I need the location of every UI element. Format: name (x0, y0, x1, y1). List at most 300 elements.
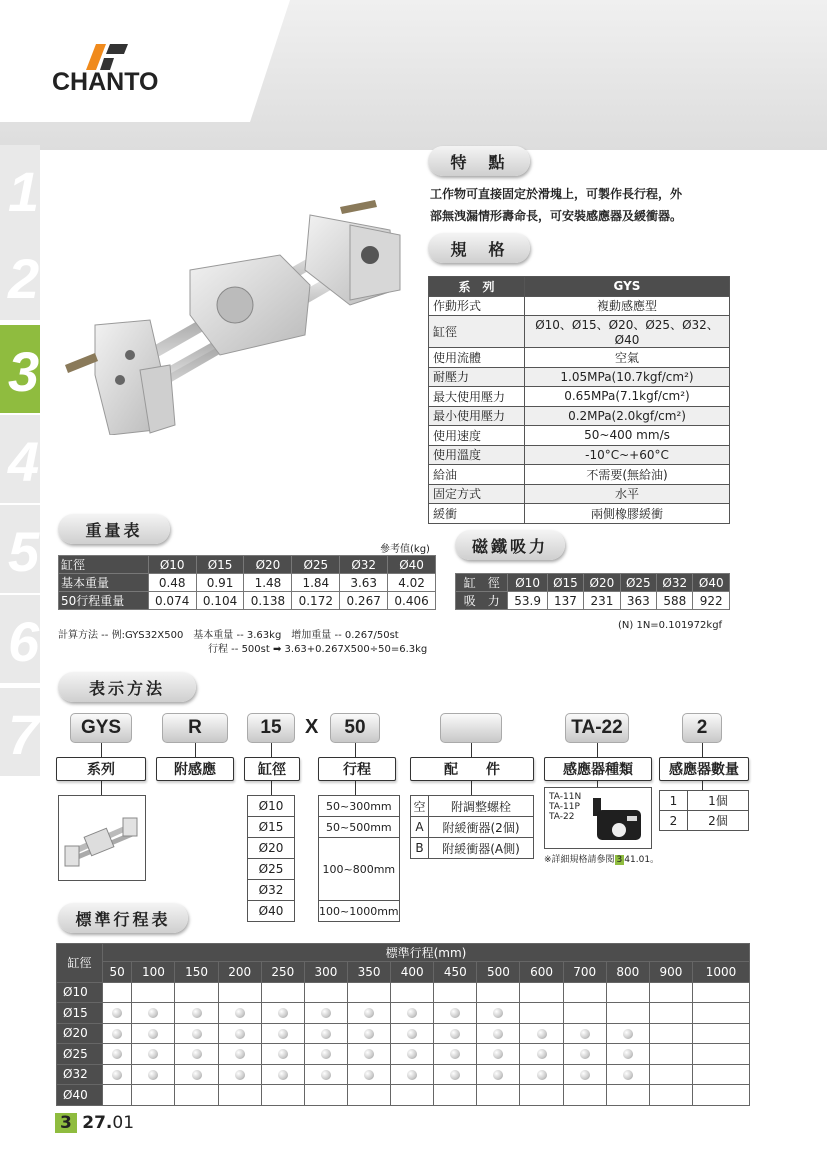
stroke-cell (477, 1044, 520, 1065)
stroke-cell (175, 1044, 218, 1065)
specs-row-value: Ø10、Ø15、Ø20、Ø25、Ø32、Ø40 (525, 316, 730, 348)
sensor-qty-row (660, 791, 749, 811)
stroke-cell (261, 1044, 304, 1065)
available-dot-icon (278, 1049, 288, 1059)
label-stroke: 行程 (318, 757, 396, 781)
code-separator: X (305, 716, 319, 738)
magnet-cell: 922 (693, 592, 730, 610)
stroke-header-cell: 600 (520, 962, 563, 983)
stroke-cell (132, 1044, 175, 1065)
code-bore: 15 (247, 713, 295, 743)
magnet-title: 磁鐵吸力 (455, 530, 565, 560)
specs-row (429, 348, 730, 368)
side-tab-6[interactable] (0, 595, 40, 683)
stroke-cell (520, 982, 563, 1003)
stroke-cell (175, 1023, 218, 1044)
stroke-header-cell: 1000 (692, 962, 749, 983)
side-tab-4[interactable] (0, 415, 40, 503)
features-title: 特 點 (428, 146, 530, 176)
stroke-cell (218, 1085, 261, 1106)
stroke-cell (606, 1003, 649, 1024)
weight-header-cell: Ø40 (388, 556, 436, 574)
bore-list-item: Ø25 (248, 859, 295, 880)
available-dot-icon (148, 1029, 158, 1039)
specs-row (429, 316, 730, 348)
specs-row (429, 426, 730, 446)
side-tab-number: 7 (8, 703, 40, 766)
stroke-list-row (319, 796, 400, 817)
stroke-header-cell: 150 (175, 962, 218, 983)
stroke-table-header-row (57, 962, 750, 983)
page-footer (55, 1113, 134, 1133)
specs-row-value: 空氣 (525, 348, 730, 368)
weight-header-cell: 缸徑 (59, 556, 149, 574)
stroke-header-cell: 250 (261, 962, 304, 983)
stroke-cell (391, 1085, 434, 1106)
weight-cell: 0.91 (196, 574, 244, 592)
specs-row-value: 不需要(無給油) (525, 465, 730, 485)
stroke-cell (132, 1085, 175, 1106)
connector-bore (271, 743, 272, 757)
magnet-cell: 53.9 (508, 592, 547, 610)
stroke-cell (261, 1003, 304, 1024)
available-dot-icon (623, 1049, 633, 1059)
stroke-table-caption-row (57, 944, 750, 962)
features-text (430, 183, 730, 227)
magnet-header-cell: Ø15 (547, 574, 583, 592)
stroke-row-bore: Ø10 (57, 982, 103, 1003)
stroke-table-title: 標準行程表 (58, 903, 188, 933)
stroke-cell (132, 1003, 175, 1024)
weight-header-cell: Ø15 (196, 556, 244, 574)
stroke-header-cell: 350 (347, 962, 390, 983)
stroke-cell (347, 982, 390, 1003)
stroke-cell (261, 1023, 304, 1044)
side-tab-2[interactable] (0, 232, 40, 320)
stroke-row (57, 1085, 750, 1106)
specs-row (429, 406, 730, 426)
weight-cell: 1.48 (244, 574, 292, 592)
accessory-desc: 附緩衝器(A側) (429, 838, 534, 859)
accessory-row (411, 796, 534, 817)
available-dot-icon (321, 1049, 331, 1059)
specs-row-label: 耐壓力 (429, 367, 525, 387)
stroke-cell (563, 1023, 606, 1044)
side-tab-number: 1 (8, 160, 40, 223)
stroke-cell (347, 1064, 390, 1085)
available-dot-icon (450, 1070, 460, 1080)
stroke-cell (347, 1085, 390, 1106)
stroke-cell (434, 1085, 477, 1106)
stroke-cell (477, 1085, 520, 1106)
weight-cell: 0.172 (292, 592, 340, 610)
stroke-cell (606, 1085, 649, 1106)
available-dot-icon (112, 1070, 122, 1080)
available-dot-icon (235, 1049, 245, 1059)
available-dot-icon (321, 1008, 331, 1018)
specs-header-label: 系 列 (429, 277, 525, 297)
stroke-header-cell: 700 (563, 962, 606, 983)
stroke-cell (391, 1044, 434, 1065)
stroke-cell (520, 1003, 563, 1024)
stroke-cell (103, 1003, 132, 1024)
label-bore: 缸徑 (244, 757, 300, 781)
connector-sensor (195, 743, 196, 757)
stroke-cell (261, 1085, 304, 1106)
stroke-cell (304, 1064, 347, 1085)
specs-row-label: 最小使用壓力 (429, 406, 525, 426)
stroke-cell (520, 1023, 563, 1044)
magnet-cell: 588 (657, 592, 693, 610)
magnet-header-cell: Ø32 (657, 574, 693, 592)
sensor-ref-prefix: ※詳細規格請參閱 (544, 855, 615, 865)
bore-list-row (248, 838, 295, 859)
weight-header-cell: Ø20 (244, 556, 292, 574)
weight-header-cell: Ø32 (340, 556, 388, 574)
stroke-cell (218, 1044, 261, 1065)
stroke-cell (218, 1064, 261, 1085)
side-tab-number: 2 (8, 247, 40, 310)
accessory-desc: 附緩衝器(2個) (429, 817, 534, 838)
connector-bore-list (271, 781, 272, 795)
stroke-cell (692, 1023, 749, 1044)
available-dot-icon (112, 1029, 122, 1039)
stroke-cell (304, 1044, 347, 1065)
weight-calc-line-2: 行程 -- 500st ➡ 3.63+0.267X500÷50=6.3kg (208, 644, 428, 655)
stroke-cell (477, 1023, 520, 1044)
weight-row (59, 592, 436, 610)
stroke-row (57, 1044, 750, 1065)
magnet-cell: 231 (584, 592, 620, 610)
stroke-cell (692, 1064, 749, 1085)
available-dot-icon (623, 1029, 633, 1039)
code-sensor-qty: 2 (682, 713, 722, 743)
stroke-cell (649, 1085, 692, 1106)
specs-row-value: -10°C~+60°C (525, 445, 730, 465)
stroke-cell (520, 1085, 563, 1106)
specs-row-label: 固定方式 (429, 484, 525, 504)
stroke-cell (606, 1064, 649, 1085)
sensor-model: TA-22 (549, 812, 575, 822)
available-dot-icon (407, 1008, 417, 1018)
magnet-cell: 137 (547, 592, 583, 610)
available-dot-icon (493, 1008, 503, 1018)
code-sensor-type: TA-22 (565, 713, 629, 743)
sensor-ref-note (544, 852, 659, 865)
accessory-row (411, 817, 534, 838)
stroke-cell (649, 1044, 692, 1065)
side-tab-5[interactable] (0, 505, 40, 593)
stroke-cell (132, 1064, 175, 1085)
magnet-table (455, 573, 730, 610)
sensor-qty-row (660, 811, 749, 831)
code-accessory (440, 713, 502, 743)
stroke-cell (261, 1064, 304, 1085)
specs-row-value: 0.65MPa(7.1kgf/cm²) (525, 387, 730, 407)
weight-cell: 基本重量 (59, 574, 149, 592)
weight-header-cell: Ø10 (148, 556, 196, 574)
specs-header-value: GYS (525, 277, 730, 297)
sensor-qty-code: 2 (660, 811, 688, 831)
stroke-cell (103, 1044, 132, 1065)
stroke-cell (477, 1003, 520, 1024)
stroke-cell (175, 1064, 218, 1085)
stroke-row-bore: Ø15 (57, 1003, 103, 1024)
ordering-title: 表示方法 (58, 672, 196, 702)
weight-cell: 0.104 (196, 592, 244, 610)
magnet-header-cell: 缸 徑 (456, 574, 508, 592)
stroke-row (57, 1064, 750, 1085)
stroke-header-cell: 900 (649, 962, 692, 983)
stroke-cell (103, 982, 132, 1003)
accessory-desc: 附調整螺栓 (429, 796, 534, 817)
specs-row-label: 緩衝 (429, 504, 525, 524)
bore-list-item: Ø20 (248, 838, 295, 859)
bore-list (247, 795, 295, 922)
stroke-cell (563, 1003, 606, 1024)
stroke-header-cell: 500 (477, 962, 520, 983)
stroke-row-bore: Ø20 (57, 1023, 103, 1044)
label-sensor-qty: 感應器數量 (659, 757, 749, 781)
series-cylinder-icon (59, 796, 145, 880)
weight-ref-note: 參考值(kg) (380, 544, 430, 555)
stroke-cell (434, 1044, 477, 1065)
available-dot-icon (537, 1070, 547, 1080)
magnet-value-row (456, 592, 730, 610)
magnet-cell: 吸 力 (456, 592, 508, 610)
bore-list-row (248, 859, 295, 880)
specs-row-label: 使用溫度 (429, 445, 525, 465)
accessory-code: A (411, 817, 429, 838)
weight-calc-line-1: 計算方法 -- 例:GYS32X500 基本重量 -- 3.63kg 增加重量 -- 0.267/50st (58, 630, 399, 641)
magnet-header-row (456, 574, 730, 592)
specs-row (429, 445, 730, 465)
sensor-ref-suffix: 41.01。 (624, 855, 660, 865)
specs-row-value: 兩側橡膠緩衝 (525, 504, 730, 524)
stroke-cell (103, 1064, 132, 1085)
available-dot-icon (450, 1049, 460, 1059)
stroke-list-item: 100~1000mm (319, 901, 400, 922)
stroke-cell (304, 1085, 347, 1106)
specs-row-value: 1.05MPa(10.7kgf/cm²) (525, 367, 730, 387)
weight-cell: 50行程重量 (59, 592, 149, 610)
bore-list-row (248, 901, 295, 922)
accessory-list (410, 795, 534, 859)
specs-row-label: 使用流體 (429, 348, 525, 368)
available-dot-icon (407, 1049, 417, 1059)
stroke-cell (347, 1023, 390, 1044)
brand-name: CHANTO (52, 68, 159, 96)
stroke-cell (391, 982, 434, 1003)
connector-accessory-list (471, 781, 472, 795)
stroke-cell (304, 1003, 347, 1024)
magnet-header-cell: Ø25 (620, 574, 656, 592)
stroke-header-cell: 800 (606, 962, 649, 983)
available-dot-icon (364, 1070, 374, 1080)
stroke-row (57, 1003, 750, 1024)
stroke-list-item: 50~500mm (319, 817, 400, 838)
specs-row-label: 使用速度 (429, 426, 525, 446)
bore-list-item: Ø10 (248, 796, 295, 817)
weight-title: 重量表 (58, 514, 170, 544)
stroke-cell (692, 982, 749, 1003)
stroke-cell (391, 1064, 434, 1085)
specs-row-value: 複動感應型 (525, 296, 730, 316)
stroke-cell (434, 1023, 477, 1044)
stroke-header-cell: 100 (132, 962, 175, 983)
available-dot-icon (450, 1008, 460, 1018)
sensor-qty-code: 1 (660, 791, 688, 811)
stroke-cell (391, 1023, 434, 1044)
stroke-table-caption: 標準行程(mm) (103, 944, 750, 962)
weight-cell: 1.84 (292, 574, 340, 592)
available-dot-icon (537, 1029, 547, 1039)
weight-cell: 0.406 (388, 592, 436, 610)
stroke-cell (563, 1085, 606, 1106)
stroke-cell (218, 982, 261, 1003)
stroke-list-row (319, 838, 400, 901)
available-dot-icon (278, 1008, 288, 1018)
available-dot-icon (192, 1070, 202, 1080)
available-dot-icon (623, 1070, 633, 1080)
stroke-cell (692, 1003, 749, 1024)
stroke-cell (347, 1044, 390, 1065)
stroke-list (318, 795, 400, 922)
available-dot-icon (192, 1049, 202, 1059)
weight-header-cell: Ø25 (292, 556, 340, 574)
bore-list-row (248, 880, 295, 901)
available-dot-icon (407, 1029, 417, 1039)
bore-list-item: Ø40 (248, 901, 295, 922)
stroke-cell (520, 1044, 563, 1065)
weight-cell: 0.138 (244, 592, 292, 610)
stroke-cell (347, 1003, 390, 1024)
stroke-row-bore: Ø40 (57, 1085, 103, 1106)
sensor-device-icon (589, 794, 649, 846)
weight-table (58, 555, 436, 610)
footer-section: 3 (55, 1113, 77, 1133)
specs-row (429, 296, 730, 316)
magnet-cell: 363 (620, 592, 656, 610)
stroke-header-cell: 50 (103, 962, 132, 983)
stroke-cell (218, 1003, 261, 1024)
specs-table (428, 276, 730, 524)
available-dot-icon (580, 1049, 590, 1059)
connector-stroke (355, 743, 356, 757)
magnet-header-cell: Ø10 (508, 574, 547, 592)
stroke-cell (563, 982, 606, 1003)
available-dot-icon (235, 1070, 245, 1080)
available-dot-icon (321, 1029, 331, 1039)
accessory-row (411, 838, 534, 859)
available-dot-icon (580, 1070, 590, 1080)
stroke-list-row (319, 901, 400, 922)
stroke-cell (606, 1023, 649, 1044)
available-dot-icon (493, 1070, 503, 1080)
available-dot-icon (192, 1008, 202, 1018)
stroke-cell (434, 982, 477, 1003)
bore-list-row (248, 817, 295, 838)
code-sensor: R (162, 713, 228, 743)
sensor-qty-desc: 2個 (688, 811, 749, 831)
side-tab-3[interactable] (0, 325, 40, 413)
available-dot-icon (407, 1070, 417, 1080)
magnet-header-cell: Ø40 (693, 574, 730, 592)
connector-series-image (101, 781, 102, 795)
stroke-cell (304, 982, 347, 1003)
stroke-cell (563, 1044, 606, 1065)
label-sensor: 附感應 (156, 757, 234, 781)
stroke-cell (649, 1064, 692, 1085)
label-series: 系列 (56, 757, 146, 781)
features-line-1: 工作物可直接固定於滑塊上，可製作長行程，外 (430, 187, 683, 201)
weight-cell: 0.48 (148, 574, 196, 592)
stroke-cell (563, 1064, 606, 1085)
bore-list-row (248, 796, 295, 817)
stroke-cell (103, 1023, 132, 1044)
weight-cell: 0.267 (340, 592, 388, 610)
slider-cylinder-image (50, 195, 410, 435)
specs-title: 規 格 (428, 233, 530, 263)
stroke-header-cell: 450 (434, 962, 477, 983)
stroke-cell (434, 1064, 477, 1085)
stroke-cell (649, 1023, 692, 1044)
specs-header-row (429, 277, 730, 297)
specs-row (429, 504, 730, 524)
sensor-qty-list (659, 790, 749, 831)
stroke-cell (175, 1085, 218, 1106)
code-stroke: 50 (330, 713, 380, 743)
side-tab-7[interactable] (0, 688, 40, 776)
stroke-cell (175, 982, 218, 1003)
available-dot-icon (148, 1070, 158, 1080)
stroke-cell (692, 1044, 749, 1065)
stroke-cell (304, 1023, 347, 1044)
side-tab-number: 4 (8, 430, 40, 493)
specs-row-label: 缸徑 (429, 316, 525, 348)
side-tab-1[interactable] (0, 145, 40, 233)
weight-cell: 3.63 (340, 574, 388, 592)
connector-series (101, 743, 102, 757)
connector-stroke-list (355, 781, 356, 795)
sensor-model: TA-11P (549, 802, 580, 812)
available-dot-icon (580, 1029, 590, 1039)
bore-list-item: Ø15 (248, 817, 295, 838)
specs-row-label: 最大使用壓力 (429, 387, 525, 407)
label-accessory: 配 件 (410, 757, 534, 781)
connector-sensor-qty (702, 743, 703, 757)
stroke-row (57, 1023, 750, 1044)
code-series: GYS (70, 713, 132, 743)
stroke-cell (132, 982, 175, 1003)
accessory-code: B (411, 838, 429, 859)
stroke-cell (434, 1003, 477, 1024)
stroke-cell (606, 1044, 649, 1065)
available-dot-icon (364, 1029, 374, 1039)
available-dot-icon (364, 1049, 374, 1059)
side-tab-number: 3 (8, 340, 40, 403)
stroke-row-bore: Ø32 (57, 1064, 103, 1085)
specs-row-value: 0.2MPa(2.0kgf/cm²) (525, 406, 730, 426)
stroke-table-corner: 缸徑 (57, 944, 103, 983)
stroke-row (57, 982, 750, 1003)
stroke-cell (175, 1003, 218, 1024)
footer-sub: 01 (112, 1113, 135, 1133)
weight-row (59, 574, 436, 592)
specs-row (429, 484, 730, 504)
connector-sensor-type (597, 743, 598, 757)
stroke-cell (692, 1085, 749, 1106)
